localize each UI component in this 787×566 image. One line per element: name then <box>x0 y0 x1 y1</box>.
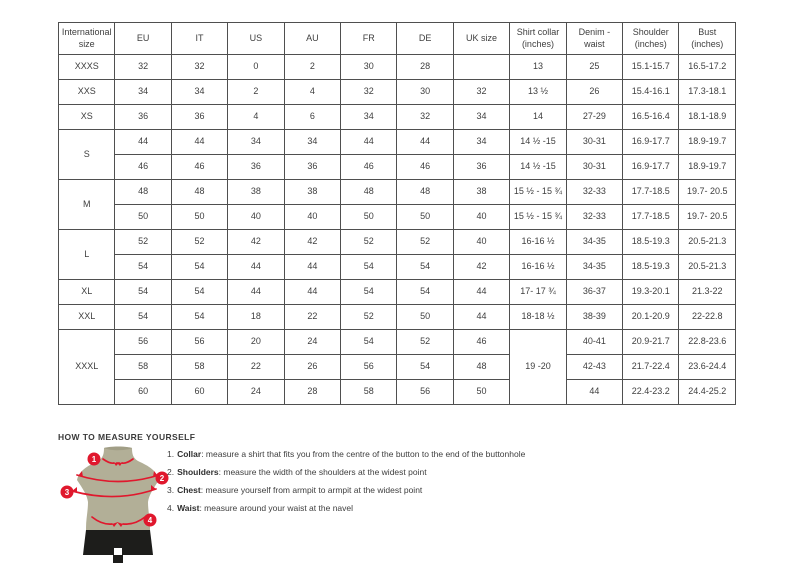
table-cell: 32-33 <box>566 180 622 205</box>
table-row <box>59 205 736 230</box>
table-cell: 2 <box>284 55 340 80</box>
table-cell <box>453 55 509 80</box>
table-cell: 54 <box>341 330 397 355</box>
table-cell: 60 <box>115 380 171 405</box>
item-label: Collar <box>177 449 202 459</box>
table-cell: 17.7-18.5 <box>623 180 679 205</box>
table-cell: 50 <box>341 205 397 230</box>
size-table <box>58 22 736 405</box>
table-row <box>59 355 736 380</box>
item-text: : measure around your waist at the navel <box>199 503 354 513</box>
table-cell: M <box>59 180 115 230</box>
table-cell: 40 <box>453 230 509 255</box>
table-cell: 60 <box>171 380 227 405</box>
table-row <box>59 55 736 80</box>
table-cell: 34-35 <box>566 230 622 255</box>
table-cell: 50 <box>453 380 509 405</box>
size-table-body <box>59 55 736 405</box>
table-cell: 42-43 <box>566 355 622 380</box>
table-cell: 32 <box>453 80 509 105</box>
table-cell: 32 <box>341 80 397 105</box>
table-cell: 6 <box>284 105 340 130</box>
table-cell: 38-39 <box>566 305 622 330</box>
marker-1: 1 <box>91 455 97 464</box>
mannequin-shorts <box>83 530 153 555</box>
table-cell: 46 <box>341 155 397 180</box>
item-text: : measure the width of the shoulders at the widest point <box>218 467 427 477</box>
table-cell: XXL <box>59 305 115 330</box>
table-cell: 34 <box>341 105 397 130</box>
table-row <box>59 330 736 355</box>
table-cell: 40 <box>284 205 340 230</box>
table-cell: 28 <box>284 380 340 405</box>
table-cell: 26 <box>566 80 622 105</box>
table-cell: 44 <box>341 130 397 155</box>
table-cell: 20.5-21.3 <box>679 230 736 255</box>
table-cell: 54 <box>397 280 453 305</box>
size-table-header <box>59 23 736 55</box>
table-cell: 54 <box>115 305 171 330</box>
table-cell: 15 ½ - 15 ¾ <box>510 205 566 230</box>
table-cell: 24 <box>284 330 340 355</box>
table-cell: S <box>59 130 115 180</box>
table-cell: 34-35 <box>566 255 622 280</box>
table-cell: 44 <box>453 305 509 330</box>
table-cell: 54 <box>171 305 227 330</box>
table-cell: 17.7-18.5 <box>623 205 679 230</box>
table-cell: 56 <box>341 355 397 380</box>
column-header: IT <box>171 23 227 55</box>
table-cell: 14 ½ -15 <box>510 155 566 180</box>
table-cell: 30 <box>397 80 453 105</box>
measure-item-waist <box>167 502 627 514</box>
table-row <box>59 255 736 280</box>
table-row <box>59 155 736 180</box>
table-cell: 58 <box>115 355 171 380</box>
measure-instructions <box>167 448 627 520</box>
table-row <box>59 305 736 330</box>
table-cell: 19.7- 20.5 <box>679 205 736 230</box>
table-cell: 17.3-18.1 <box>679 80 736 105</box>
table-cell: 54 <box>115 280 171 305</box>
table-cell: 14 <box>510 105 566 130</box>
table-cell: 16-16 ½ <box>510 255 566 280</box>
table-cell: 34 <box>115 80 171 105</box>
table-cell: 50 <box>397 305 453 330</box>
table-cell: 20.1-20.9 <box>623 305 679 330</box>
column-header: UK size <box>453 23 509 55</box>
table-cell: 30-31 <box>566 130 622 155</box>
table-cell: 54 <box>171 255 227 280</box>
table-cell: 44 <box>453 280 509 305</box>
table-cell: 44 <box>171 130 227 155</box>
table-cell: 54 <box>115 255 171 280</box>
table-cell: 44 <box>566 380 622 405</box>
table-cell: 4 <box>228 105 284 130</box>
table-cell: 52 <box>397 230 453 255</box>
table-cell: 58 <box>341 380 397 405</box>
table-cell: 44 <box>284 255 340 280</box>
table-cell: 44 <box>228 280 284 305</box>
table-row <box>59 80 736 105</box>
marker-2: 2 <box>159 474 165 483</box>
column-header: DE <box>397 23 453 55</box>
table-cell: 15 ½ - 15 ¾ <box>510 180 566 205</box>
table-cell: 18.5-19.3 <box>623 230 679 255</box>
table-cell: 56 <box>115 330 171 355</box>
table-cell: XXXS <box>59 55 115 80</box>
item-text: : measure yourself from armpit to armpit at the widest point <box>200 485 423 495</box>
table-cell: 18.5-19.3 <box>623 255 679 280</box>
table-cell: 50 <box>397 205 453 230</box>
table-cell: 40 <box>453 205 509 230</box>
table-cell: 21.3-22 <box>679 280 736 305</box>
table-cell: 46 <box>453 330 509 355</box>
table-cell: 34 <box>453 105 509 130</box>
column-header: Shoulder (inches) <box>623 23 679 55</box>
measure-item-collar <box>167 448 627 460</box>
table-cell: 27-29 <box>566 105 622 130</box>
table-cell: L <box>59 230 115 280</box>
table-row <box>59 180 736 205</box>
table-cell: 36 <box>284 155 340 180</box>
table-cell: 46 <box>171 155 227 180</box>
table-cell: 18.9-19.7 <box>679 130 736 155</box>
table-cell: 54 <box>397 355 453 380</box>
column-header: Denim - waist <box>566 23 622 55</box>
table-cell: 22-22.8 <box>679 305 736 330</box>
table-cell: 13 <box>510 55 566 80</box>
item-label: Chest <box>177 485 201 495</box>
table-row <box>59 380 736 405</box>
table-cell: 16.9-17.7 <box>623 130 679 155</box>
table-cell: 24.4-25.2 <box>679 380 736 405</box>
table-cell: 18-18 ½ <box>510 305 566 330</box>
column-header: Bust (inches) <box>679 23 736 55</box>
table-cell: 44 <box>397 130 453 155</box>
table-cell: 38 <box>228 180 284 205</box>
table-cell: 44 <box>228 255 284 280</box>
table-cell: 17- 17 ¾ <box>510 280 566 305</box>
table-cell: 36 <box>171 105 227 130</box>
table-cell: 42 <box>453 255 509 280</box>
table-cell: 48 <box>115 180 171 205</box>
measurement-figure <box>56 444 178 566</box>
table-cell: 32-33 <box>566 205 622 230</box>
table-cell: 46 <box>115 155 171 180</box>
table-cell: 22.8-23.6 <box>679 330 736 355</box>
table-cell: 18.1-18.9 <box>679 105 736 130</box>
table-cell: 30 <box>341 55 397 80</box>
table-cell: 30-31 <box>566 155 622 180</box>
table-cell: 52 <box>115 230 171 255</box>
table-cell: 36-37 <box>566 280 622 305</box>
table-cell: 19.7- 20.5 <box>679 180 736 205</box>
table-cell: 36 <box>115 105 171 130</box>
table-row <box>59 130 736 155</box>
item-text: : measure a shirt that fits you from the centre of the button to the end of the buttonhole <box>201 449 526 459</box>
table-cell: 40-41 <box>566 330 622 355</box>
table-cell: 20 <box>228 330 284 355</box>
measure-item-shoulders <box>167 466 627 478</box>
table-cell: 2 <box>228 80 284 105</box>
column-header: Shirt collar (inches) <box>510 23 566 55</box>
column-header: FR <box>341 23 397 55</box>
item-number: 1. <box>167 449 175 459</box>
table-cell: 22 <box>284 305 340 330</box>
table-cell: 16.5-16.4 <box>623 105 679 130</box>
table-cell: 48 <box>397 180 453 205</box>
table-cell: 38 <box>284 180 340 205</box>
measure-section-title: HOW TO MEASURE YOURSELF <box>58 432 196 442</box>
table-cell: 48 <box>453 355 509 380</box>
table-cell: 42 <box>284 230 340 255</box>
table-cell: 34 <box>171 80 227 105</box>
table-cell: 16-16 ½ <box>510 230 566 255</box>
table-cell: 16.9-17.7 <box>623 155 679 180</box>
table-cell: 20.9-21.7 <box>623 330 679 355</box>
item-number: 3. <box>167 485 175 495</box>
table-cell: 42 <box>228 230 284 255</box>
table-cell: 56 <box>397 380 453 405</box>
table-cell: 24 <box>228 380 284 405</box>
mannequin-stand <box>113 555 123 563</box>
table-cell: XS <box>59 105 115 130</box>
column-header: AU <box>284 23 340 55</box>
table-cell: 19 -20 <box>510 330 566 405</box>
table-cell: 52 <box>341 230 397 255</box>
table-cell: 16.5-17.2 <box>679 55 736 80</box>
table-cell: XXXL <box>59 330 115 405</box>
table-cell: 50 <box>115 205 171 230</box>
table-cell: 22 <box>228 355 284 380</box>
table-row <box>59 105 736 130</box>
table-cell: 4 <box>284 80 340 105</box>
table-cell: 52 <box>171 230 227 255</box>
table-cell: XXS <box>59 80 115 105</box>
item-number: 2. <box>167 467 175 477</box>
table-cell: 13 ½ <box>510 80 566 105</box>
table-cell: 22.4-23.2 <box>623 380 679 405</box>
table-cell: 46 <box>397 155 453 180</box>
table-cell: 44 <box>284 280 340 305</box>
table-cell: 19.3-20.1 <box>623 280 679 305</box>
table-cell: 20.5-21.3 <box>679 255 736 280</box>
table-row <box>59 230 736 255</box>
item-label: Shoulders <box>177 467 219 477</box>
table-cell: 48 <box>171 180 227 205</box>
table-cell: 28 <box>397 55 453 80</box>
table-cell: 50 <box>171 205 227 230</box>
table-cell: 40 <box>228 205 284 230</box>
table-cell: 54 <box>171 280 227 305</box>
table-cell: 48 <box>341 180 397 205</box>
table-cell: XL <box>59 280 115 305</box>
table-cell: 0 <box>228 55 284 80</box>
table-cell: 32 <box>115 55 171 80</box>
table-cell: 38 <box>453 180 509 205</box>
table-cell: 52 <box>397 330 453 355</box>
marker-4: 4 <box>147 516 153 525</box>
table-cell: 52 <box>341 305 397 330</box>
table-cell: 34 <box>228 130 284 155</box>
table-cell: 54 <box>341 255 397 280</box>
column-header: International size <box>59 23 115 55</box>
table-cell: 54 <box>341 280 397 305</box>
table-cell: 26 <box>284 355 340 380</box>
column-header: US <box>228 23 284 55</box>
table-cell: 36 <box>228 155 284 180</box>
table-cell: 25 <box>566 55 622 80</box>
table-cell: 34 <box>284 130 340 155</box>
table-cell: 34 <box>453 130 509 155</box>
table-cell: 15.4-16.1 <box>623 80 679 105</box>
column-header: EU <box>115 23 171 55</box>
measure-item-chest <box>167 484 627 496</box>
table-cell: 58 <box>171 355 227 380</box>
table-cell: 21.7-22.4 <box>623 355 679 380</box>
item-number: 4. <box>167 503 175 513</box>
table-cell: 44 <box>115 130 171 155</box>
table-row <box>59 280 736 305</box>
table-cell: 18.9-19.7 <box>679 155 736 180</box>
mannequin-illustration <box>56 444 178 566</box>
marker-3: 3 <box>64 488 70 497</box>
table-cell: 54 <box>397 255 453 280</box>
table-cell: 18 <box>228 305 284 330</box>
table-cell: 32 <box>171 55 227 80</box>
table-cell: 32 <box>397 105 453 130</box>
table-cell: 15.1-15.7 <box>623 55 679 80</box>
item-label: Waist <box>177 503 200 513</box>
table-cell: 23.6-24.4 <box>679 355 736 380</box>
table-cell: 56 <box>171 330 227 355</box>
table-cell: 14 ½ -15 <box>510 130 566 155</box>
table-cell: 36 <box>453 155 509 180</box>
